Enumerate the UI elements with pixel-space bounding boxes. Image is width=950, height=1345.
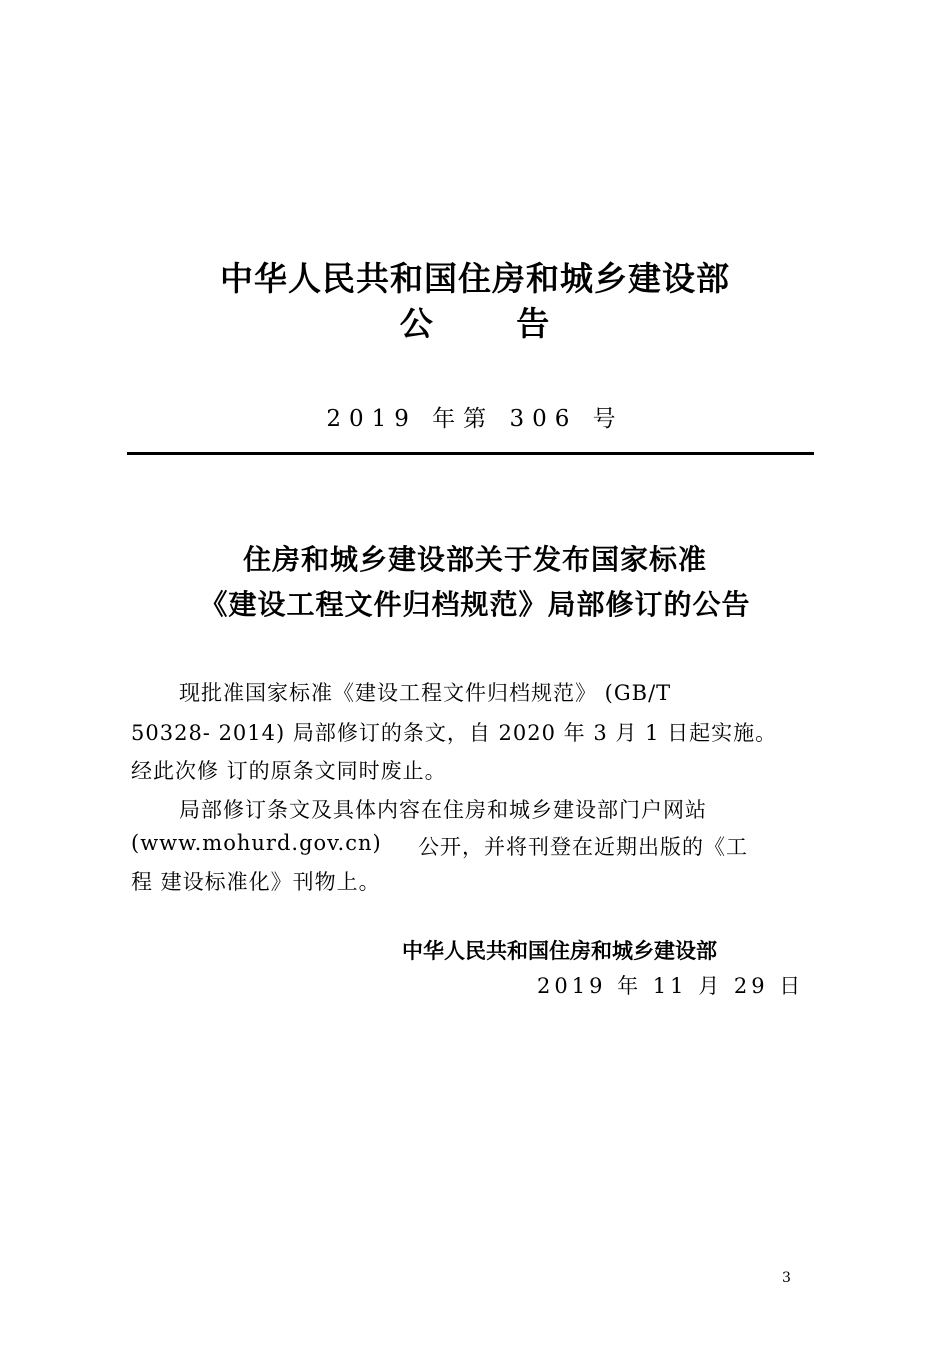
- header-divider: [127, 452, 814, 455]
- announcement-label: 公 告: [399, 304, 551, 343]
- page-number: 3: [782, 1270, 791, 1286]
- ministry-title: 中华人民共和国住房和城乡建设部: [220, 259, 730, 298]
- document-number: 2019 年第 306 号: [326, 406, 624, 432]
- signature-date: 2019 年 11 月 29 日: [537, 974, 805, 998]
- signature-issuer: 中华人民共和国住房和城乡建设部: [402, 939, 717, 963]
- subject-line-2: 《建设工程文件归档规范》局部修订的公告: [199, 588, 751, 621]
- paragraph-1-line-2: 50328- 2014) 局部修订的条文，自 2020 年 3 月 1 日起实施。: [131, 721, 778, 745]
- paragraph-2-line-2: 公开，并将刊登在近期出版的《工: [418, 835, 748, 859]
- paragraph-2-line-3: 程 建设标准化》刊物上。: [131, 870, 381, 894]
- paragraph-1-line-3: 经此次修 订的原条文同时废止。: [131, 759, 447, 783]
- paragraph-1-line-1: 现批准国家标准《建设工程文件归档规范》 (GB/T: [179, 681, 672, 705]
- paragraph-2-line-1: 局部修订条文及具体内容在住房和城乡建设部门户网站: [179, 798, 707, 822]
- portal-url: (www.mohurd.gov.cn): [131, 831, 382, 855]
- subject-line-1: 住房和城乡建设部关于发布国家标准: [242, 543, 707, 576]
